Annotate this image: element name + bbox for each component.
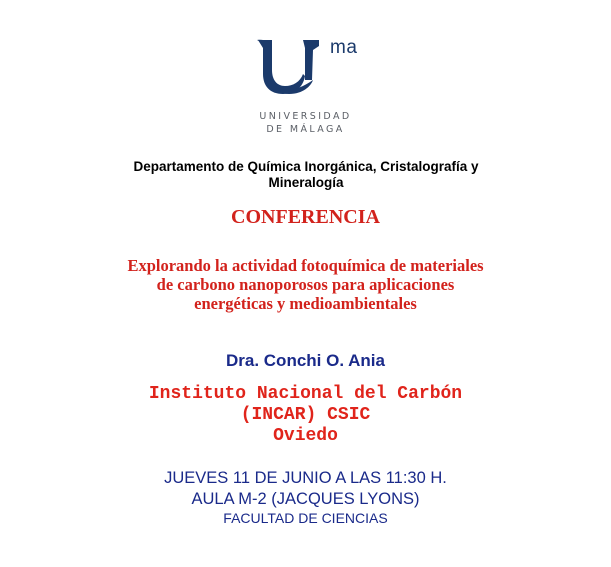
department-line-1: Departamento de Química Inorgánica, Cristalografía y: [133, 159, 479, 174]
speaker-name: Dra. Conchi O. Ania: [225, 351, 385, 370]
talk-title-line-3: energéticas y medioambientales: [194, 294, 417, 313]
event-room: AULA M-2 (JACQUES LYONS): [191, 490, 420, 508]
department-line-2: Mineralogía: [268, 175, 344, 190]
university-logo-icon: [255, 36, 335, 96]
event-schedule: [0, 468, 611, 510]
talk-title-line-1: Explorando la actividad fotoquímica de materiales: [127, 256, 484, 275]
institution-line-2: (INCAR) CSIC: [240, 405, 371, 425]
institution-line-3: Oviedo: [273, 426, 338, 446]
event-date-time: JUEVES 11 DE JUNIO A LAS 11:30 H.: [164, 469, 447, 487]
logo-university-name: [255, 110, 356, 136]
conference-heading: CONFERENCIA: [231, 206, 380, 228]
talk-title: [55, 256, 556, 313]
logo-mark-text: ma: [330, 37, 358, 58]
logo-line-2: DE MÁLAGA: [266, 124, 345, 135]
department-name: [85, 159, 527, 191]
logo-line-1: UNIVERSIDAD: [259, 111, 352, 122]
institution-line-1: Instituto Nacional del Carbón: [148, 384, 463, 404]
event-faculty: FACULTAD DE CIENCIAS: [223, 510, 388, 526]
university-logo: [255, 36, 358, 136]
speaker-institution: [0, 384, 611, 447]
talk-title-line-2: de carbono nanoporosos para aplicaciones: [156, 275, 455, 294]
